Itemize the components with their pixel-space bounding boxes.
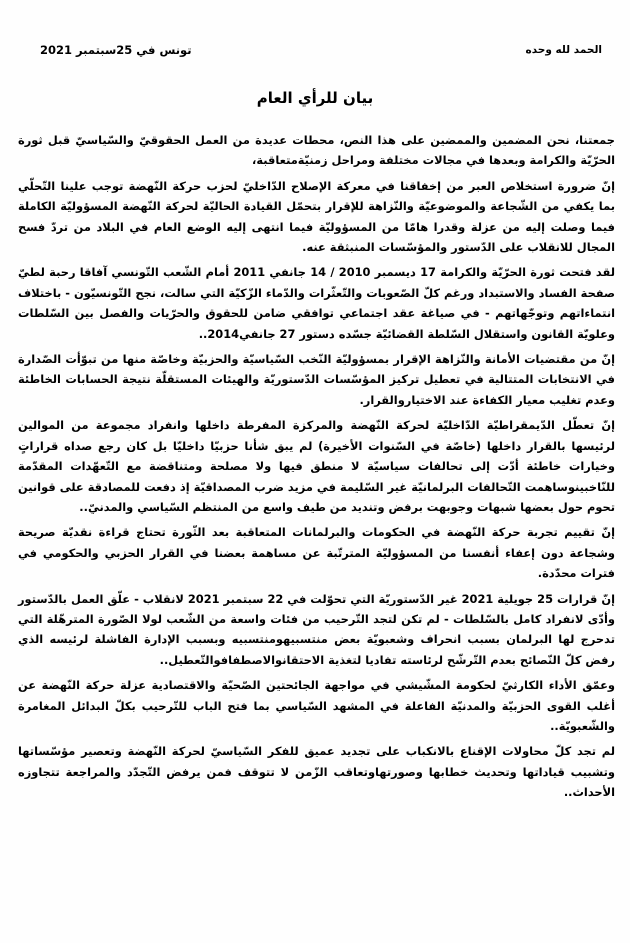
page-title: بيان للرأي العام xyxy=(256,89,374,107)
basmala-header: الحمد لله وحده xyxy=(525,44,602,56)
paragraph-2: إنّ ضرورة استخلاص العبر من إخفاقنا في معركة الإصلاح الدّاخليّ لحزب حركة النّهضة توجب علينا التّحلّي بما يكفي من الشّجاعة والموضوعيّة والنّزاهة للإقرار بتحمّل القيادة الحاليّة لحركة النّهضة المسؤوليّة الكاملة فيما وصلت إليه من عزلة وقدرا هامّا من المسؤوليّة فيما انتهى إليه الوضع العام في البلاد من تردّ فسح المجال للانقلاب على الدّستور والمؤسّسات المنبثقة عنه. xyxy=(18,178,615,255)
paragraph-5: إنّ تعطّل الدّيمقراطيّة الدّاخليّة لحركة النّهضة والمركزة المفرطة داخلها وانفراد مجموعة من الموالين لرئيسها بالقرار داخلها (خاصّة في السّنوات الأخيرة) لم يبق شأنا حزبيّا داخليّا بل كان رجع صداه قراراتٍ وخيارات خاطئة أدّت إلى تحالفات سياسيّة لا منطق فيها ولا مصلحة ومتناقضة مع التّعهّدات المقدّمة للنّاخبينوساهمت التّحالفات البرلمانيّة غير السّليمة في مزيد ضرب المصداقيّة إذ دفعت للمصادقة على قوانين تحوم حول بعضها شبهات وجوبهت برفض وتنديد من طيف واسع من المنتظم السّياسي والمدنيّ.. xyxy=(18,418,615,514)
statement-body xyxy=(18,130,615,808)
paragraph-8: وعمّق الأداء الكارثيّ لحكومة المشّيشي في مواجهة الجائحتين الصّحيّة والاقتصادية عزلة حركة النّهضة عن أغلب القوى الحزبيّة والمدنيّة الفاعلة في المشهد السّياسي بما فتح الباب للتّرحيب بكلّ البدائل المغامرة والشّعبويّة.. xyxy=(18,678,615,733)
paragraph-9: لم تجد كلّ محاولات الإقناع بالانكباب على تجديد عميق للفكر السّياسيّ لحركة النّهضة وتعصير مؤسّساتها وتشبيب قياداتها وتحديث خطابها وصورتهاوتعاقب الزّمن لا تتوقف فمن يرفض التّجدّد والمراجعة تتجاوزه الأحداث.. xyxy=(18,744,615,800)
paragraph-1: جمعتنا، نحن المضمين والممضين على هذا النص، محطات عديدة من العمل الحقوقيّ والسّياسيّ قبل ثورة الحرّيّة والكرامة وبعدها في مجالات مختلفة ومراحل زمنيّةمتعاقبة، xyxy=(18,133,615,168)
paragraph-6: إنّ تقييم تجربة حركة النّهضة في الحكومات والبرلمانات المتعاقبة بعد الثّورة تحتاج قراءة نقديّة صريحة وشجاعة دون إعفاء أنفسنا من المسؤوليّة المترتّبة عن مساهمة بعضنا في القرار الحزبي والحكومي في فترات محدّدة. xyxy=(18,525,615,581)
paragraph-7: إنّ قرارات 25 جويلية 2021 غير الدّستوريّة التي تحوّلت في 22 سبتمبر 2021 لانقلاب - علّق العمل بالدّستور وأدّى لانفراد كامل بالسّلطات - لم تكن لتجد التّرحيب من فئات واسعة من الشّعب لولا الصّورة المترهّلة التي تدحرج لها البرلمان بسبب انحراف وشعبويّة بعض منتسبيهومنتسبيه وبسبب الإدارة الفاشلة لرئيسه الذي رفض كلّ النّصائح بعدم التّرشّح لرئاسته تفاديا لتغذية الاحتقانوالاصطفافوالتّعطيل.. xyxy=(18,591,615,667)
paragraph-4: إنّ من مقتضيات الأمانة والنّزاهة الإقرار بمسؤوليّة النّخب السّياسيّة والحزبيّة وخاصّة منها من تبوّأت الصّدارة في الانتخابات المتتالية في تعطيل تركيز المؤسّسات الدّستوريّة والهيئات المستقلّة نتيجة الحسابات الخاطئة وعدم تغليب معيار الكفاءة عند الاختياروالقرار. xyxy=(18,352,615,407)
place-date: تونس في 25سبتمبر 2021 xyxy=(40,43,192,57)
paragraph-3: لقد فتحت ثورة الحرّيّة والكرامة 17 ديسمبر 2010 / 14 جانفي 2011 أمام الشّعب التّونسي آفاقا رحبة لطيّ صفحة الفساد والاستبداد ورغم كلّ الصّعوبات والتّعثّرات والدّماء الزّكيّة التي سالت، نجح التّونسيّون - باختلاف انتماءاتهم وتوجّهاتهم - في صياغة عقد اجتماعي توافقي ضامن للحقوق والحرّيات والفصل بين السّلطات وعلويّة القانون واستقلال السّلطة القضائيّة جسّده دستور 27 جانفي2014.. xyxy=(18,265,615,341)
